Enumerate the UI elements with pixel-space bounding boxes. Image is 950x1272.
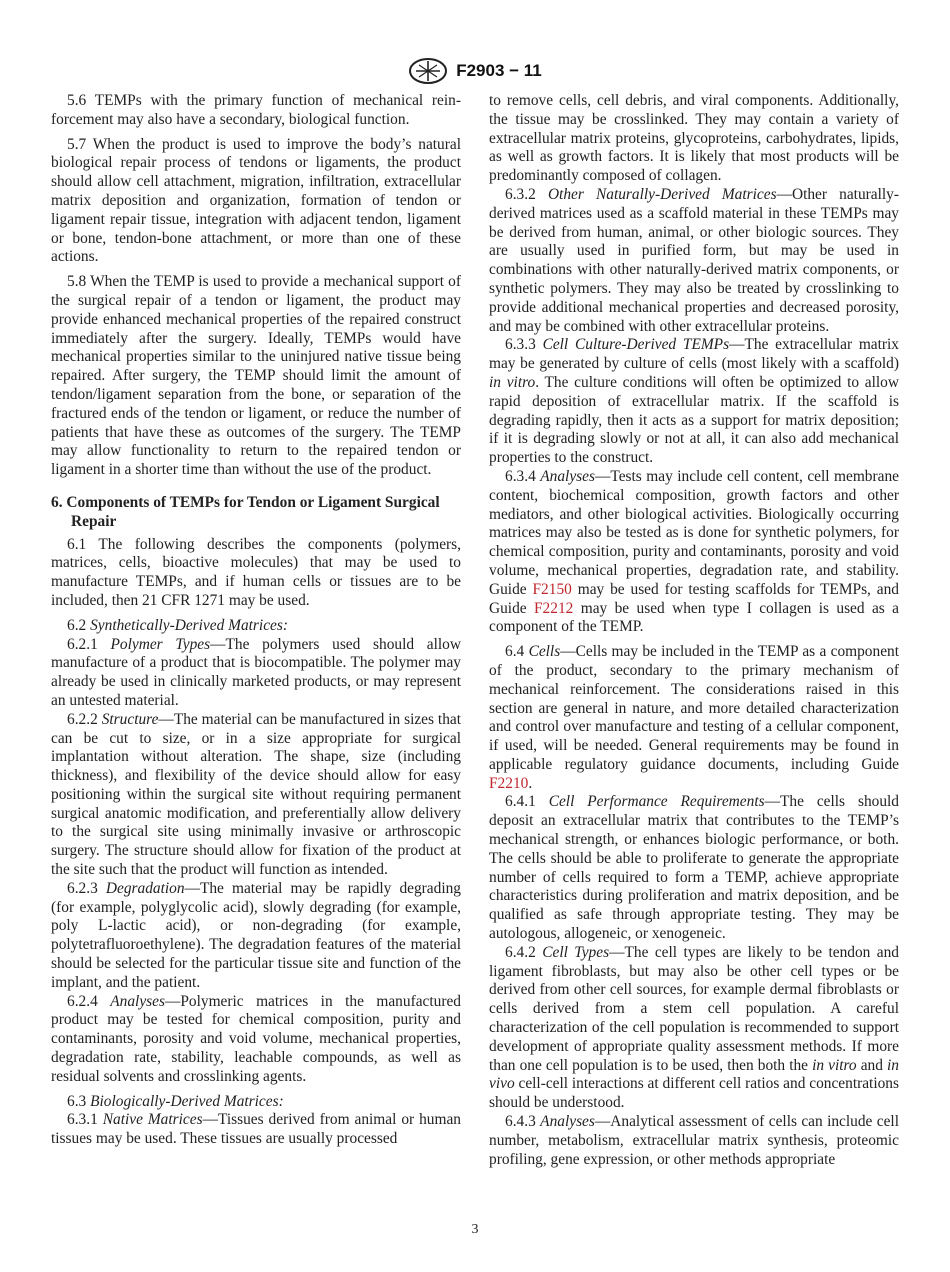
section-6-3-4: 6.3.4 Analyses—Tests may include cell content, cell membrane content, biochemical composition, growth factors and other mediators, and other biological activities. Biologically occurring matrices may also be tested as is done for synthetic polymers, for chemical composition, purity and contaminants, porosity and void volume, mechanical properties, degradation rate, and stability. Guide F2150 may be used for testing scaffolds for TEMPs, and Guide F2212 may be used when type I collagen is used as a component of the TEMP. (489, 467, 899, 636)
left-column (51, 92, 461, 1149)
section-6-2-4: 6.2.4 Analyses—Polymeric matrices in the manufactured product may be tested for chemical composition, purity and contaminants, porosity and void volume, mechanical properties, degradation rate, stability, leachable compounds, as well as residual solvents and crosslinking agents. (51, 992, 461, 1085)
astm-logo-icon (408, 57, 448, 85)
section-6-2: 6.2 Synthetically-Derived Matrices: (67, 616, 288, 634)
section-6-3-3: 6.3.3 Cell Culture-Derived TEMPs—The extracellular matrix may be generated by culture of cells (most likely with a scaffold) in vitro. The culture conditions will often be optimized to allow rapid deposition of extracellular matrix. If the scaffold is degrading rapidly, then it acts as a support for matrix deposition; if it is degrading slowly or not at all, it can also add mechanical properties to the construct. (489, 336, 900, 467)
section-5-6: 5.6 TEMPs with the primary function of mechanical reinforcement may also have a secondary, biological function. (51, 92, 461, 128)
section-6-3-2: 6.3.2 Other Naturally-Derived Matrices—Other naturally-derived matrices used as a scaffold material in these TEMPs may be derived from human, animal, or other biologic sources. They are usually used in purified form, but may be used in combinations with other naturally-derived matrix components, or synthetic polymers. They may also be treated by crosslinking to provide additional mechanical properties and decreased porosity, and may be combined with other extracellular proteins. (489, 185, 899, 335)
section-6-heading: 6. Components of TEMPs for Tendon or Ligament Surgical Repair (51, 493, 440, 530)
section-6-3-1: 6.3.1 Native Matrices—Tissues derived from animal or human tissues may be used. These tissues are usually processed (51, 1111, 461, 1148)
document-number: F2903 − 11 (456, 61, 542, 80)
section-6-2-2: 6.2.2 Structure—The material can be manufactured in sizes that can be cut to size, or in a size appropriate for surgical implantation without alteration. The shape, size (including thickness), and flexibility of the device should allow for easy positioning within the surgical site without requiring permanent surgical anatomic modification, and preferentially allow delivery to the surgical site using minimally invasive or arthroscopic surgery. The structure should allow for fixation of the product at the site such that the product will function as intended. (51, 710, 461, 879)
section-6-2-1: 6.2.1 Polymer Types—The polymers used should allow manufacture of a product that is biocompatible. The polymer may already be used in clinically marketed products, or may represent an untested material. (51, 635, 461, 709)
section-6-3: 6.3 Biologically-Derived Matrices: (67, 1092, 284, 1110)
section-6-1: 6.1 The following describes the components (polymers, matrices, cells, bioactive molecules) that may be used to manufacture TEMPs, and if human cells or tissues are to be included, then 21 CFR 1271 may be used. (51, 535, 461, 609)
page-header (0, 56, 950, 86)
section-6-4-3: 6.4.3 Analyses—Analytical assessment of cells can include cell number, metabolism, extracellular matrix synthesis, proteomic profiling, gene expression, or other methods appropriate (489, 1113, 899, 1168)
section-5-8: 5.8 When the TEMP is used to provide a mechanical support of the surgical repair of a tendon or ligament, the product may provide enhanced mechanical properties of the repaired construct immediately after the surgery. Ideally, TEMPs would have mechanical properties similar to the uninjured native tissue being repaired. After surgery, the TEMP should limit the amount of tendon/ligament separation from the bone, or separation of the fractured ends of the tendon or ligament, or reduce the number of patients that have these as outcomes of the surgery. The TEMP may allow functionality to return to the repaired tendon or ligament in a shorter time than without the use of the product. (51, 273, 461, 479)
right-column (489, 92, 899, 1169)
guide-f2212-link[interactable]: F2212 (534, 599, 574, 617)
section-6-2-3: 6.2.3 Degradation—The material may be rapidly degrading (for example, polyglycolic acid), slowly degrading (for example, poly L-lactic acid), or non-degrading (for example, polytetrafluoroethylene). The degradation features of the material should be selected for the particular tissue site and function of the implant, and the patient. (51, 879, 461, 991)
guide-f2210-link[interactable]: F2210 (489, 774, 529, 792)
section-6-4-1: 6.4.1 Cell Performance Requirements—The cells should deposit an extracellular matrix that contributes to the TEMP’s mechanical strength, or enhances biologic performance, or both. The cells should be able to proliferate to generate the appropriate number of cells required to form a TEMP, achieve appropriate characteristics during proliferation and matrix deposition, and be qualified as safe through appropriate testing. They may be autologous, allogeneic, or xenogeneic. (489, 793, 899, 943)
section-6-4: 6.4 Cells—Cells may be included in the TEMP as a component of the product, secondary to the primary mechanism of mechanical reinforcement. The considerations raised in this section are general in nature, and more detailed characterization and control over manufacture and testing of a cellular component, if used, will be needed. General requirements may be found in applicable regulatory guidance documents, including Guide F2210. (489, 643, 899, 792)
guide-f2150-link[interactable]: F2150 (532, 580, 572, 598)
page-number: 3 (471, 1222, 479, 1237)
section-6-4-2: 6.4.2 Cell Types—The cell types are likely to be tendon and ligament fibroblasts, but may also be other cell types or be derived from other cell sources, for example dermal fibroblasts or cells derived from a stem cell population. A careful characterization of the cell population is recommended to support development of appropriate quality assessment methods. If more than one cell population is to be used, then both the in vitro and in vivo cell-cell interactions at different cell ratios and concentrations should be understood. (489, 943, 899, 1112)
section-5-7: 5.7 When the product is used to improve the body’s natural biological repair process of tendons or ligaments, the product should allow cell attachment, migration, infiltration, extracellular matrix deposition and organization, formation of tendon or ligament repair tissue, integration with adjacent tendon, ligament or bone, tendon-bone attachment, or more than one of these actions. (51, 135, 461, 266)
section-6-3-1-continued: to remove cells, cell debris, and viral components. Additionally, the tissue may be crosslinked. They may contain a variety of extracellular matrix proteins, glycoproteins, carbohydrates, lipids, as well as growth factors. It is likely that most products will be predominantly composed of collagen. (489, 92, 899, 185)
